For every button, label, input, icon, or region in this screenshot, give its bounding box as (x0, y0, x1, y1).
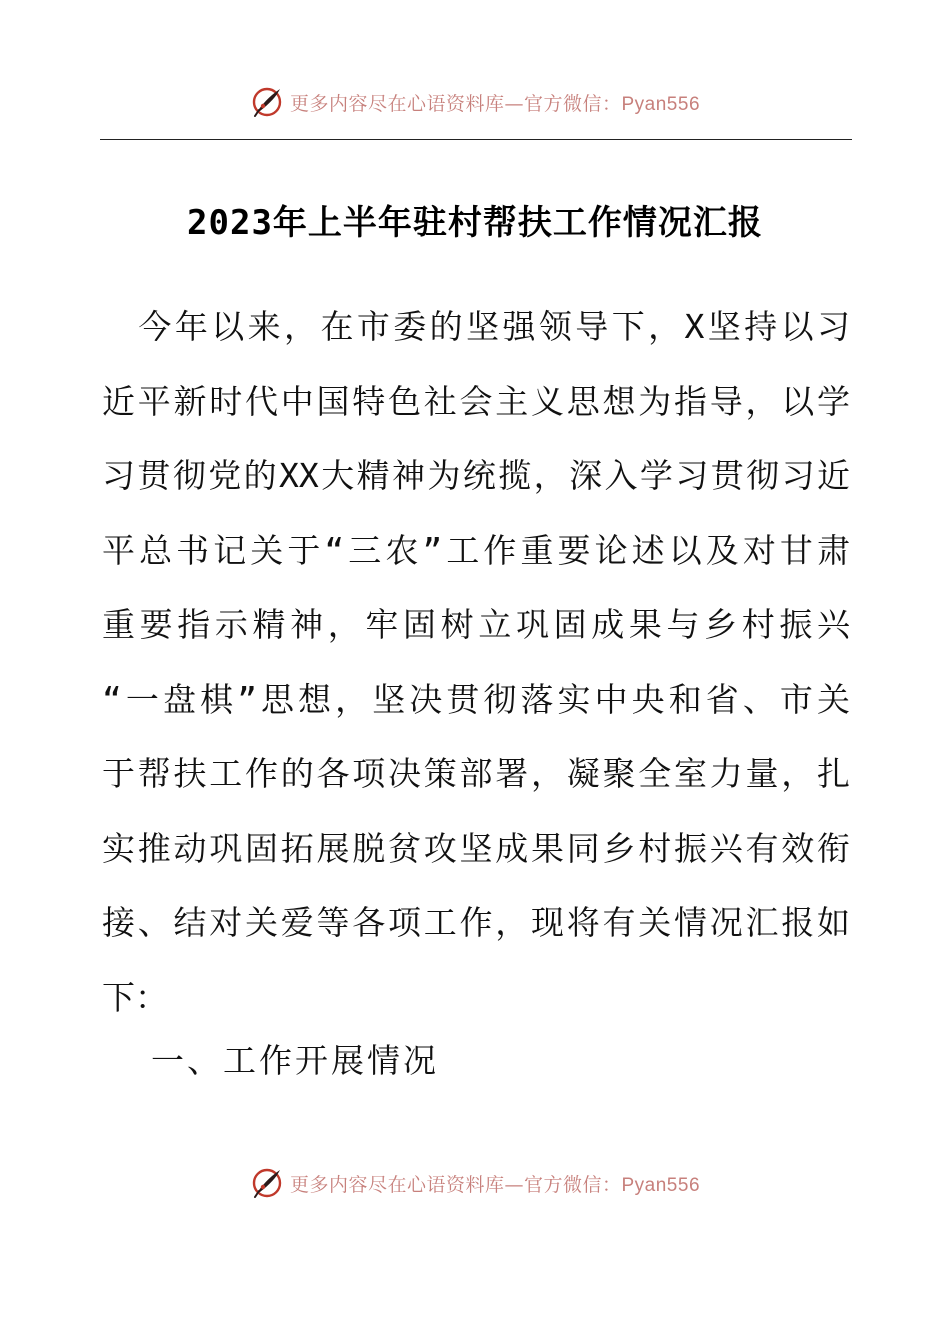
document-title: 2023年上半年驻村帮扶工作情况汇报 (187, 203, 763, 243)
paragraph-line: 重要指示精神，牢固树立巩固成果与乡村振兴 (102, 605, 850, 644)
paragraph-line: 于帮扶工作的各项决策部署，凝聚全室力量，扎 (102, 754, 850, 793)
watermark-text: 更多内容尽在心语资料库—官方微信：Pyan556 (289, 1173, 701, 1196)
paragraph-line: 平总书记关于“三农”工作重要论述以及对甘肃 (102, 530, 850, 570)
quill-pen-logo-icon (250, 1166, 284, 1200)
paragraph-line: 近平新时代中国特色社会主义思想为指导，以学 (102, 381, 850, 421)
paragraph-line: 实推动巩固拓展脱贫攻坚成果同乡村振兴有效衔 (102, 828, 850, 868)
section-heading: 一、工作开展情况 (151, 1041, 439, 1080)
quill-pen-logo-icon (250, 85, 284, 119)
paragraph-line: “一盘棋”思想，坚决贯彻落实中央和省、市关 (102, 679, 850, 719)
paragraph-line: 今年以来，在市委的坚强领导下，X坚持以习 (102, 307, 850, 346)
watermark-wechat-id: Pyan556 (621, 1174, 701, 1196)
watermark-wechat-id: Pyan556 (621, 93, 701, 115)
body-paragraph (102, 290, 850, 1035)
header-divider (100, 139, 852, 140)
paragraph-line: 习贯彻党的XX大精神为统揽，深入学习贯彻习近 (102, 456, 850, 495)
header-watermark (0, 82, 950, 122)
watermark-text: 更多内容尽在心语资料库—官方微信：Pyan556 (289, 92, 701, 115)
paragraph-line: 接、结对关爱等各项工作，现将有关情况汇报如 (102, 903, 850, 942)
footer-watermark (0, 1163, 950, 1203)
paragraph-line: 下： (102, 977, 168, 1017)
